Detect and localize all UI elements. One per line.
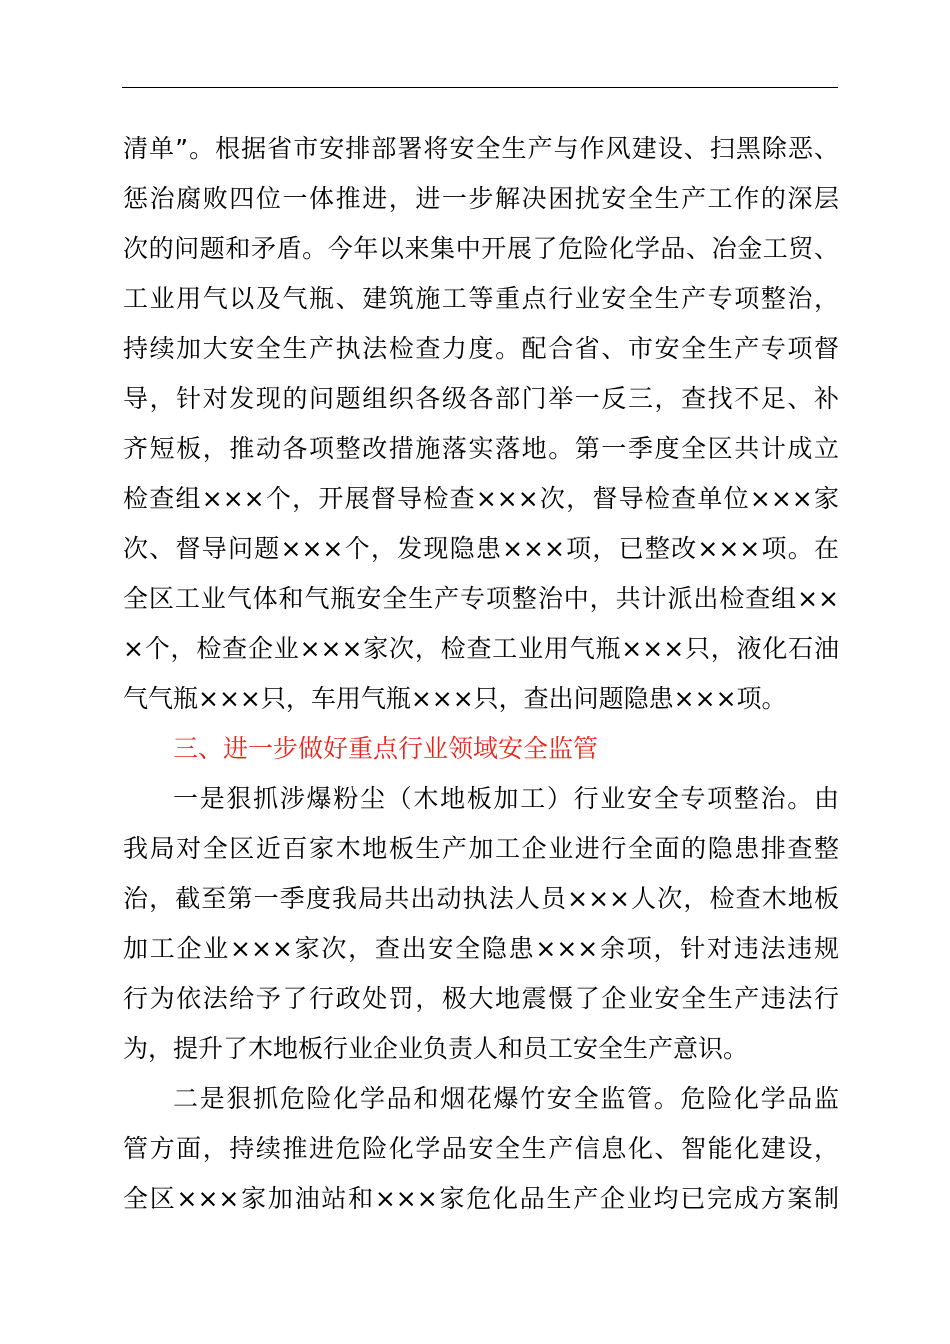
text-line: 二是狠抓危险化学品和烟花爆竹安全监管。危险化学品监 [173,1084,839,1113]
text-line: 清单”。根据省市安排部署将安全生产与作风建设、扫黑除恶、 [123,134,839,163]
text-line: 气气瓶×××只，车用气瓶×××只，查出问题隐患×××项。 [123,684,787,713]
paragraph-continuation [123,124,839,724]
section-heading-text: 三、进一步做好重点行业领域安全监管 [173,734,599,763]
text-line: 惩治腐败四位一体推进，进一步解决困扰安全生产工作的深层 [123,184,839,213]
text-line: 齐短板，推动各项整改措施落实落地。第一季度全区共计成立 [123,434,839,463]
text-line: 全区工业气体和气瓶安全生产专项整治中，共计派出检查组×× [123,584,839,613]
text-line: 为，提升了木地板行业企业负责人和员工安全生产意识。 [123,1034,749,1063]
text-line: 次、督导问题×××个，发现隐患×××项，已整改×××项。在 [123,534,839,563]
text-line: 检查组×××个，开展督导检查×××次，督导检查单位×××家 [123,484,839,513]
paragraph-body [123,774,839,1074]
text-line: ×个，检查企业×××家次，检查工业用气瓶×××只，液化石油 [123,634,839,663]
text-line: 治，截至第一季度我局共出动执法人员×××人次，检查木地板 [123,884,839,913]
text-line: 加工企业×××家次，查出安全隐患×××余项，针对违法违规 [123,934,839,963]
text-line: 次的问题和矛盾。今年以来集中开展了危险化学品、冶金工贸、 [123,234,839,263]
text-line: 持续加大安全生产执法检查力度。配合省、市安全生产专项督 [123,334,839,363]
header-rule [122,87,838,88]
document-body [123,124,839,1224]
text-line: 管方面，持续推进危险化学品安全生产信息化、智能化建设， [123,1134,839,1163]
text-line: 行为依法给予了行政处罚，极大地震慑了企业安全生产违法行 [123,984,839,1013]
text-line: 工业用气以及气瓶、建筑施工等重点行业安全生产专项整治， [123,284,839,313]
section-heading [123,724,839,774]
text-line: 导，针对发现的问题组织各级各部门举一反三，查找不足、补 [123,384,839,413]
text-line: 一是狠抓涉爆粉尘（木地板加工）行业安全专项整治。由 [173,784,839,813]
text-line: 我局对全区近百家木地板生产加工企业进行全面的隐患排查整 [123,834,839,863]
text-line: 全区×××家加油站和×××家危化品生产企业均已完成方案制 [123,1184,839,1213]
paragraph-body [123,1074,839,1224]
